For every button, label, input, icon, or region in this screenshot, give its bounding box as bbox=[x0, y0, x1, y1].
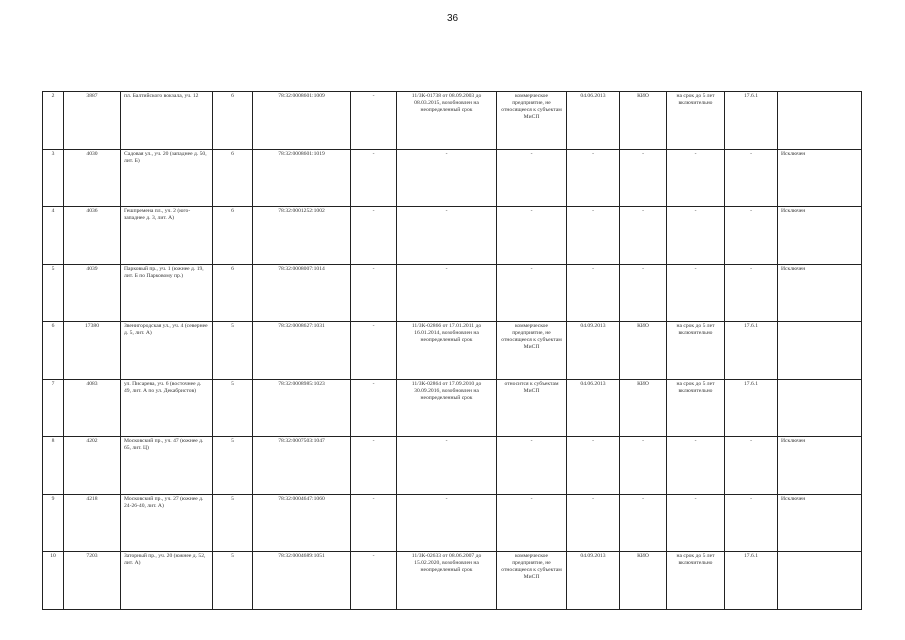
address-cell: Парковый пр., уч. 1 (южнее д. 19, лит. Б по Парковому пр.) bbox=[121, 264, 213, 322]
lease-contract-cell: - bbox=[397, 494, 497, 552]
row-number: 3 bbox=[43, 149, 64, 207]
row-number: 5 bbox=[43, 264, 64, 322]
register-table bbox=[42, 91, 862, 610]
table-row bbox=[43, 264, 862, 322]
table-row bbox=[43, 207, 862, 265]
row-number: 9 bbox=[43, 494, 64, 552]
authority-cell: КИО bbox=[620, 322, 667, 380]
code-cell: - bbox=[725, 149, 778, 207]
authority-cell: КИО bbox=[620, 92, 667, 150]
table-row bbox=[43, 437, 862, 495]
cadastral-number-cell: 78:32:0001252:1002 bbox=[253, 207, 351, 265]
zone-cell: 6 bbox=[213, 264, 253, 322]
term-cell: на срок до 5 лет включительно bbox=[667, 92, 725, 150]
lease-contract-cell: 11/ЗК-02864 от 17.09.2010 до 30.09.2016, возобновлен на неопределенный срок bbox=[397, 379, 497, 437]
table-row bbox=[43, 494, 862, 552]
row-number: 4 bbox=[43, 207, 64, 265]
term-cell: - bbox=[667, 149, 725, 207]
note-cell bbox=[778, 92, 862, 150]
area-cell: - bbox=[351, 437, 397, 495]
authority-cell: - bbox=[620, 149, 667, 207]
table-row bbox=[43, 149, 862, 207]
object-code: 3887 bbox=[64, 92, 121, 150]
term-cell: на срок до 5 лет включительно bbox=[667, 322, 725, 380]
authority-cell: - bbox=[620, 264, 667, 322]
term-cell: - bbox=[667, 494, 725, 552]
note-cell bbox=[778, 322, 862, 380]
cadastral-number-cell: 78:32:0008985:1023 bbox=[253, 379, 351, 437]
code-cell: - bbox=[725, 494, 778, 552]
address-cell: Заторный пр., уч. 20 (южнее д. 52, лит. А) bbox=[121, 552, 213, 610]
cadastral-number-cell: 78:32:0008627:1031 bbox=[253, 322, 351, 380]
table-row bbox=[43, 92, 862, 150]
tenant-category-cell: - bbox=[497, 437, 567, 495]
term-cell: - bbox=[667, 437, 725, 495]
row-number: 8 bbox=[43, 437, 64, 495]
area-cell: - bbox=[351, 92, 397, 150]
tenant-category-cell: - bbox=[497, 149, 567, 207]
zone-cell: 6 bbox=[213, 207, 253, 265]
authority-cell: - bbox=[620, 437, 667, 495]
lease-contract-cell: - bbox=[397, 437, 497, 495]
note-cell: Исключен bbox=[778, 207, 862, 265]
cadastral-number-cell: 78:32:0004689:1051 bbox=[253, 552, 351, 610]
address-cell: Московский пр., уч. 27 (южнее д. 24-26-40, лит. А) bbox=[121, 494, 213, 552]
code-cell: - bbox=[725, 437, 778, 495]
address-cell: ул. Писарева, уч. 6 (восточнее д. 49, лит. А по ул. Декабристов) bbox=[121, 379, 213, 437]
cadastral-number-cell: 78:32:0008601:1019 bbox=[253, 149, 351, 207]
cadastral-number-cell: 78:32:0008601:1009 bbox=[253, 92, 351, 150]
term-cell: на срок до 5 лет включительно bbox=[667, 552, 725, 610]
code-cell: 17.6.1 bbox=[725, 322, 778, 380]
term-cell: - bbox=[667, 264, 725, 322]
row-number: 10 bbox=[43, 552, 64, 610]
area-cell: - bbox=[351, 264, 397, 322]
code-cell: - bbox=[725, 207, 778, 265]
object-code: 4036 bbox=[64, 207, 121, 265]
address-cell: Гешпремена пл., уч. 2 (юго-западнее д. 3, лит. А) bbox=[121, 207, 213, 265]
lease-contract-cell: - bbox=[397, 264, 497, 322]
object-code: 4039 bbox=[64, 264, 121, 322]
object-code: 4202 bbox=[64, 437, 121, 495]
address-cell: пл. Балтийского вокзала, уч. 12 bbox=[121, 92, 213, 150]
authority-cell: КИО bbox=[620, 379, 667, 437]
object-code: 7203 bbox=[64, 552, 121, 610]
date-cell: 04.09.2013 bbox=[567, 552, 620, 610]
area-cell: - bbox=[351, 552, 397, 610]
area-cell: - bbox=[351, 207, 397, 265]
code-cell: - bbox=[725, 264, 778, 322]
tenant-category-cell: коммерческое предприятие, не относящееся к субъектам МиСП bbox=[497, 552, 567, 610]
row-number: 6 bbox=[43, 322, 64, 380]
lease-contract-cell: 11/ЗК-02866 от 17.01.2011 до 16.01.2014, возобновлен на неопределенный срок bbox=[397, 322, 497, 380]
note-cell: Исключен bbox=[778, 264, 862, 322]
row-number: 7 bbox=[43, 379, 64, 437]
zone-cell: 5 bbox=[213, 322, 253, 380]
tenant-category-cell: - bbox=[497, 207, 567, 265]
term-cell: - bbox=[667, 207, 725, 265]
zone-cell: 6 bbox=[213, 92, 253, 150]
object-code: 4218 bbox=[64, 494, 121, 552]
area-cell: - bbox=[351, 379, 397, 437]
authority-cell: - bbox=[620, 494, 667, 552]
lease-contract-cell: 11/ЗК-02633 от 08.06.2007 до 15.02.2020, возобновлен на неопределенный срок bbox=[397, 552, 497, 610]
code-cell: 17.6.1 bbox=[725, 379, 778, 437]
page-number: 36 bbox=[446, 13, 459, 24]
table-row bbox=[43, 322, 862, 380]
code-cell: 17.6.1 bbox=[725, 92, 778, 150]
zone-cell: 5 bbox=[213, 494, 253, 552]
area-cell: - bbox=[351, 494, 397, 552]
zone-cell: 5 bbox=[213, 552, 253, 610]
tenant-category-cell: коммерческое предприятие, не относящееся к субъектам МиСП bbox=[497, 322, 567, 380]
note-cell bbox=[778, 379, 862, 437]
table-row bbox=[43, 379, 862, 437]
date-cell: 04.06.2013 bbox=[567, 92, 620, 150]
cadastral-number-cell: 78:32:0004647:1060 bbox=[253, 494, 351, 552]
authority-cell: - bbox=[620, 207, 667, 265]
note-cell: Исключен bbox=[778, 494, 862, 552]
note-cell bbox=[778, 552, 862, 610]
row-number: 2 bbox=[43, 92, 64, 150]
tenant-category-cell: относится к субъектам МиСП bbox=[497, 379, 567, 437]
lease-contract-cell: - bbox=[397, 207, 497, 265]
tenant-category-cell: - bbox=[497, 264, 567, 322]
lease-contract-cell: 11/ЗК-01738 от 08.09.2003 до 08.03.2015, возобновлен на неопределенный срок bbox=[397, 92, 497, 150]
table-body bbox=[43, 92, 862, 610]
address-cell: Московский пр., уч. 47 (южнее д. 65, лит. Ц) bbox=[121, 437, 213, 495]
zone-cell: 5 bbox=[213, 379, 253, 437]
date-cell: 04.09.2013 bbox=[567, 322, 620, 380]
date-cell: 04.06.2013 bbox=[567, 379, 620, 437]
zone-cell: 6 bbox=[213, 149, 253, 207]
object-code: 4030 bbox=[64, 149, 121, 207]
note-cell: Исключен bbox=[778, 437, 862, 495]
object-code: 17380 bbox=[64, 322, 121, 380]
address-cell: Звенигородская ул., уч. 4 (севернее д. 5, лит. А) bbox=[121, 322, 213, 380]
date-cell: - bbox=[567, 437, 620, 495]
table-row bbox=[43, 552, 862, 610]
lease-contract-cell: - bbox=[397, 149, 497, 207]
zone-cell: 5 bbox=[213, 437, 253, 495]
date-cell: - bbox=[567, 207, 620, 265]
date-cell: - bbox=[567, 494, 620, 552]
date-cell: - bbox=[567, 149, 620, 207]
date-cell: - bbox=[567, 264, 620, 322]
code-cell: 17.6.1 bbox=[725, 552, 778, 610]
authority-cell: КИО bbox=[620, 552, 667, 610]
object-code: 4083 bbox=[64, 379, 121, 437]
tenant-category-cell: коммерческое предприятие, не относящееся к субъектам МиСП bbox=[497, 92, 567, 150]
address-cell: Садовая ул., уч. 20 (западнее д. 50, лит. Б) bbox=[121, 149, 213, 207]
cadastral-number-cell: 78:32:0008007:1014 bbox=[253, 264, 351, 322]
area-cell: - bbox=[351, 149, 397, 207]
tenant-category-cell: - bbox=[497, 494, 567, 552]
area-cell: - bbox=[351, 322, 397, 380]
cadastral-number-cell: 78:32:0007503:1047 bbox=[253, 437, 351, 495]
note-cell: Исключен bbox=[778, 149, 862, 207]
term-cell: на срок до 5 лет включительно bbox=[667, 379, 725, 437]
